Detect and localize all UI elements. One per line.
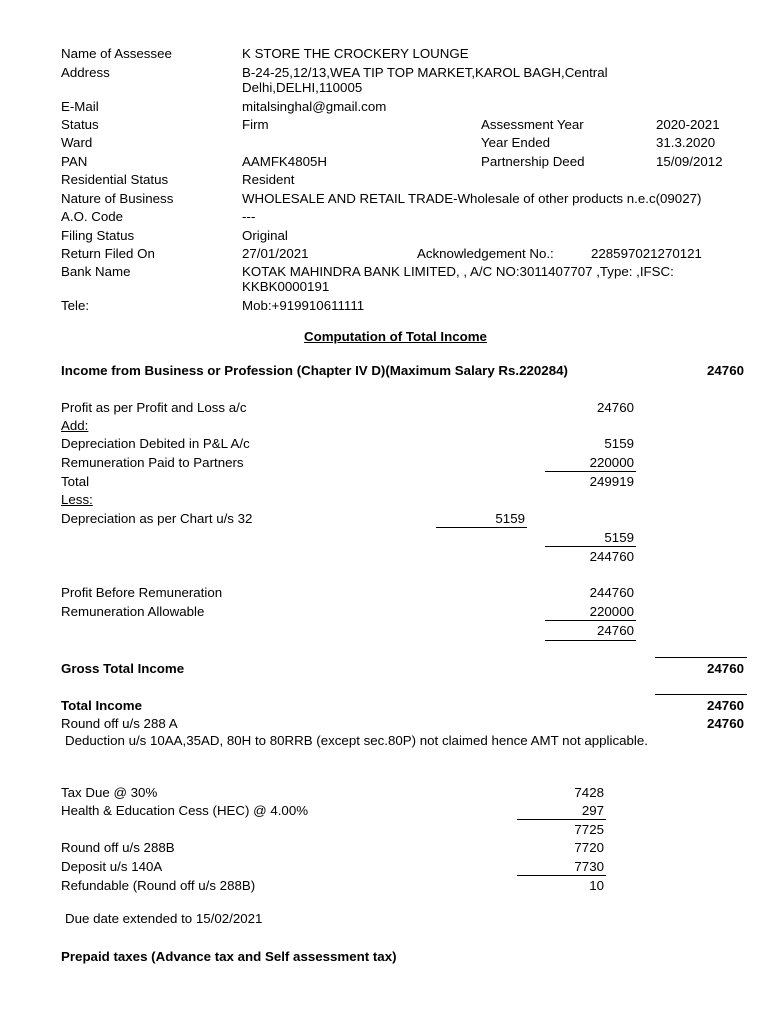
cess-rule [517, 819, 606, 820]
profit-before-value: 244760 [589, 585, 634, 600]
residential-status-label: Residential Status [61, 172, 169, 187]
year-ended-value: 31.3.2020 [656, 135, 716, 150]
address-line-1: B-24-25,12/13,WEA TIP TOP MARKET,KAROL BAGH,Central [242, 65, 608, 80]
gti-value: 24760 [707, 661, 744, 676]
bank-line-2: KKBK0000191 [242, 279, 330, 294]
remun-allow-value: 220000 [589, 604, 634, 619]
assessee-label: Name of Assessee [61, 46, 172, 61]
status-label: Status [61, 117, 99, 132]
partnership-deed-value: 15/09/2012 [656, 154, 723, 169]
deposit-rule [517, 875, 606, 876]
gti-label: Gross Total Income [61, 661, 185, 676]
after-dep-value: 244760 [589, 549, 634, 564]
ti-label: Total Income [61, 698, 143, 713]
total-value: 249919 [589, 474, 634, 489]
total-label: Total [61, 474, 90, 489]
remun-allow-label: Remuneration Allowable [61, 604, 205, 619]
acknowledgement-label: Acknowledgement No.: [417, 246, 554, 261]
partnership-deed-label: Partnership Deed [481, 154, 585, 169]
net-business-value: 24760 [597, 623, 634, 638]
nature-of-business-value: WHOLESALE AND RETAIL TRADE-Wholesale of other products n.e.c(09027) [242, 191, 702, 206]
ao-code-value: --- [242, 209, 256, 224]
dep-chart-value: 5159 [604, 530, 634, 545]
tele-value: Mob:+919910611111 [242, 298, 365, 313]
email-label: E-Mail [61, 99, 99, 114]
business-heading: Income from Business or Profession (Chapter IV D)(Maximum Salary Rs.220284) [61, 363, 568, 378]
profit-pl-value: 24760 [597, 400, 634, 415]
tax-subtotal-value: 7725 [574, 822, 604, 837]
refund-value: 10 [589, 878, 604, 893]
business-total: 24760 [707, 363, 744, 378]
nature-of-business-label: Nature of Business [61, 191, 174, 206]
remun-paid-value: 220000 [589, 455, 634, 470]
tele-label: Tele: [61, 298, 90, 313]
return-filed-value: 27/01/2021 [242, 246, 309, 261]
remun-rule [545, 620, 636, 621]
due-date-note: Due date extended to 15/02/2021 [65, 911, 263, 926]
dep-debited-label: Depreciation Debited in P&L A/c [61, 436, 250, 451]
deposit-label: Deposit u/s 140A [61, 859, 163, 874]
address-label: Address [61, 65, 110, 80]
add-label: Add: [61, 418, 89, 433]
pan-label: PAN [61, 154, 88, 169]
bank-name-label: Bank Name [61, 264, 131, 279]
assessee-value: K STORE THE CROCKERY LOUNGE [242, 46, 469, 61]
acknowledgement-value: 228597021270121 [591, 246, 702, 261]
pan-value: AAMFK4805H [242, 154, 327, 169]
net-business-rule [545, 640, 636, 641]
round-288b-label: Round off u/s 288B [61, 840, 175, 855]
roundoff-label: Round off u/s 288 A [61, 716, 178, 731]
dep-chart-rule [436, 527, 527, 528]
ti-value: 24760 [707, 698, 744, 713]
address-line-2: Delhi,DELHI,110005 [242, 80, 363, 95]
tax-due-label: Tax Due @ 30% [61, 785, 158, 800]
filing-status-label: Filing Status [61, 228, 135, 243]
round-288b-value: 7720 [574, 840, 604, 855]
refund-label: Refundable (Round off u/s 288B) [61, 878, 256, 893]
assessment-year-label: Assessment Year [481, 117, 584, 132]
dep-debited-value: 5159 [604, 436, 634, 451]
ti-rule [655, 694, 747, 695]
bank-line-1: KOTAK MAHINDRA BANK LIMITED, , A/C NO:3011407707 ,Type: ,IFSC: [242, 264, 674, 279]
dep-subtotal-rule [545, 546, 636, 547]
gti-rule [655, 657, 747, 658]
ao-code-label: A.O. Code [61, 209, 124, 224]
roundoff-value: 24760 [707, 716, 744, 731]
cess-value: 297 [581, 803, 604, 818]
status-value: Firm [242, 117, 269, 132]
cess-label: Health & Education Cess (HEC) @ 4.00% [61, 803, 309, 818]
computation-title: Computation of Total Income [304, 329, 487, 344]
filing-status-value: Original [242, 228, 288, 243]
dep-chart-label: Depreciation as per Chart u/s 32 [61, 511, 253, 526]
email-value: mitalsinghal@gmail.com [242, 99, 387, 114]
assessment-year-value: 2020-2021 [656, 117, 720, 132]
ward-label: Ward [61, 135, 93, 150]
dep-chart-inner-value: 5159 [495, 511, 525, 526]
prepaid-heading: Prepaid taxes (Advance tax and Self assessment tax) [61, 949, 397, 964]
residential-status-value: Resident [242, 172, 295, 187]
deduction-note: Deduction u/s 10AA,35AD, 80H to 80RRB (except sec.80P) not claimed hence AMT not applicable. [65, 733, 648, 748]
tax-due-value: 7428 [574, 785, 604, 800]
profit-pl-label: Profit as per Profit and Loss a/c [61, 400, 247, 415]
return-filed-label: Return Filed On [61, 246, 155, 261]
subtotal-rule [545, 471, 636, 472]
deposit-value: 7730 [574, 859, 604, 874]
remun-paid-label: Remuneration Paid to Partners [61, 455, 244, 470]
year-ended-label: Year Ended [481, 135, 551, 150]
less-label: Less: [61, 492, 93, 507]
profit-before-label: Profit Before Remuneration [61, 585, 223, 600]
